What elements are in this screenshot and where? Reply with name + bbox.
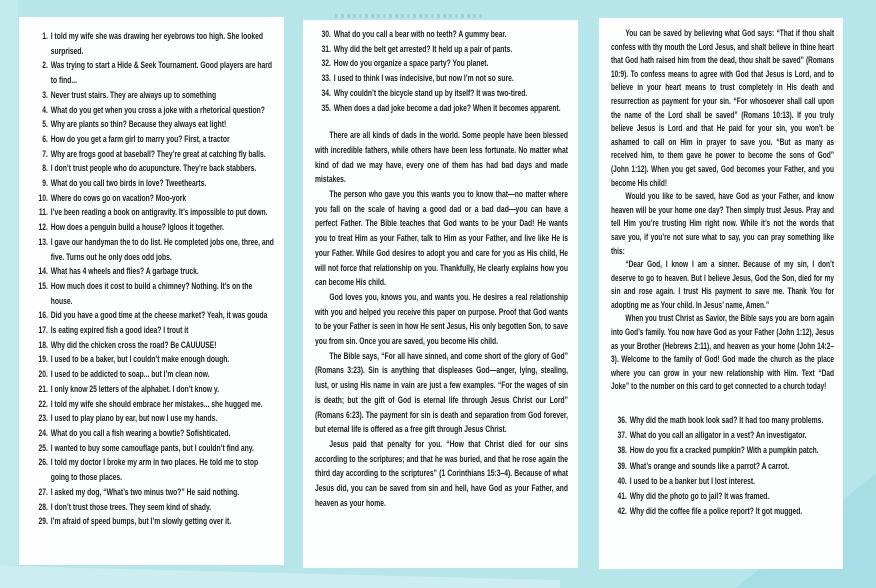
joke-item (315, 101, 568, 116)
joke-number: 25. (38, 441, 48, 453)
joke-number: 6. (42, 132, 48, 144)
joke-item (32, 264, 275, 279)
column-spacer (611, 394, 834, 412)
joke-number: 39. (617, 459, 627, 471)
joke-number: 3. (42, 88, 48, 100)
joke-number: 23. (38, 412, 48, 424)
joke-number: 22. (38, 397, 48, 409)
joke-number: 14. (38, 265, 48, 277)
joke-text: I told my wife she was drawing her eyebrows too high. She looked surprised. (50, 30, 264, 56)
joke-item (611, 458, 834, 473)
joke-item (32, 147, 275, 162)
right-column-content (611, 27, 834, 518)
joke-item (32, 382, 275, 397)
joke-text: I only know 25 letters of the alphabet. I don’t know y. (50, 382, 219, 394)
joke-item (32, 352, 275, 367)
gospel-text-middle (315, 128, 568, 510)
joke-item (32, 323, 275, 338)
joke-number: 8. (42, 162, 48, 174)
column-spacer (315, 115, 568, 128)
middle-column-content (315, 27, 568, 511)
joke-number: 17. (38, 324, 48, 336)
joke-text: Why are plants so thin? Because they always eat light! (50, 118, 227, 130)
joke-number: 29. (38, 515, 48, 527)
joke-number: 5. (42, 118, 48, 130)
joke-number: 30. (321, 28, 331, 39)
joke-text: I’m afraid of speed bumps, but I’m slowly getting over it. (50, 515, 232, 527)
joke-number: 26. (38, 456, 48, 468)
joke-item (32, 485, 275, 500)
joke-number: 10. (38, 191, 48, 203)
joke-item (32, 161, 275, 176)
joke-number: 31. (321, 42, 331, 54)
joke-text: Was trying to start a Hide & Seek Tournament. Good players are hard to find... (50, 59, 273, 86)
joke-item (315, 56, 568, 71)
joke-item (611, 488, 834, 503)
joke-item (32, 191, 275, 206)
joke-number: 12. (38, 221, 48, 233)
joke-number: 15. (38, 279, 48, 291)
joke-number: 32. (321, 57, 331, 69)
joke-number: 27. (38, 485, 48, 497)
joke-number: 19. (38, 353, 48, 365)
joke-number: 41. (617, 490, 627, 502)
joke-list-left (32, 29, 275, 529)
body-paragraph: There are all kinds of dads in the world. Some people have been blessed with incredible fathers, while others have been less fortunate. No matter what kind of dad we may have, every one of them has had bad days and made mistakes. (315, 129, 569, 185)
left-column-content (32, 29, 275, 529)
joke-item (32, 220, 275, 235)
joke-text: I used to be addicted to soap... but I’m clean now. (50, 368, 210, 380)
joke-text: What do you call an alligator in a vest? An investigator. (629, 429, 807, 441)
joke-text: I used to think I was indecisive, but now I’m not so sure. (333, 72, 514, 84)
joke-text: What do you call a fish wearing a bowtie? Sofishticated. (50, 426, 231, 438)
joke-text: I gave our handyman the to do list. He completed jobs one, three, and five. Turns out he only does odd jobs. (50, 235, 274, 262)
joke-item (32, 338, 275, 353)
joke-text: Why did the belt get arrested? It held up a pair of pants. (333, 42, 513, 54)
joke-item (315, 86, 568, 101)
joke-number: 24. (38, 426, 48, 438)
joke-number: 37. (617, 429, 627, 441)
joke-item (32, 176, 275, 191)
joke-item (32, 279, 275, 308)
joke-text: I used to be a baker, but I couldn’t make enough dough. (50, 353, 230, 365)
body-paragraph: When you trust Christ as Savior, the Bible says you are born again into God’s family. You now have God as your Father (John 1:12), Jesus as your Brother (Hebrews 2:11), and heaven as your home (John 14:2–3). Welcome to the family of God! God made the church as the place where you can grow in your new relationship with Him. Text “Dad Joke” to the number on this card to get connected to a church today! (611, 313, 835, 392)
joke-item (32, 441, 275, 456)
joke-item (611, 473, 834, 488)
joke-text: How does a penguin build a house? Igloos it together. (50, 221, 224, 233)
joke-text: What has 4 wheels and flies? A garbage truck. (50, 265, 199, 277)
middle-column-panel (303, 20, 578, 568)
joke-text: How do you fix a cracked pumpkin? With a pumpkin patch. (629, 444, 819, 456)
joke-number: 2. (42, 59, 48, 71)
joke-text: I asked my dog, “What’s two minus two?” He said nothing. (50, 485, 240, 497)
joke-number: 18. (38, 338, 48, 350)
joke-number: 21. (38, 382, 48, 394)
joke-text: Did you have a good time at the cheese market? Yeah, it was gouda (50, 309, 268, 321)
joke-text: Where do cows go on vacation? Moo-york (50, 191, 187, 203)
joke-number: 36. (617, 414, 627, 426)
joke-text: I used to play piano by ear, but now I use my hands. (50, 412, 218, 424)
body-paragraph: “Dear God, I know I am a sinner. Because of my sin, I don’t deserve to go to heaven. But I believe Jesus, God the Son, died for my sin and rose again. I trust His payment to save me. Thank You for adopting me as Your child. In Jesus’ name, Amen.” (611, 259, 835, 310)
joke-item (611, 442, 834, 457)
joke-item (32, 205, 275, 220)
joke-item (611, 412, 834, 427)
joke-number: 13. (38, 235, 48, 247)
joke-number: 35. (321, 101, 331, 113)
joke-item (32, 455, 275, 484)
joke-item (32, 500, 275, 515)
joke-text: How much does it cost to build a chimney? Nothing. It’s on the house. (50, 279, 253, 306)
joke-text: I told my doctor I broke my arm in two places. He told me to stop going to those places. (50, 456, 259, 483)
joke-number: 4. (42, 103, 48, 115)
joke-text: How do you get a farm girl to marry you? First, a tractor (50, 132, 230, 144)
joke-item (315, 42, 568, 57)
joke-item (32, 411, 275, 426)
joke-item (32, 117, 275, 132)
joke-number: 11. (38, 206, 48, 218)
joke-item (611, 427, 834, 442)
body-paragraph: Jesus paid that penalty for you. “How that Christ died for our sins according to the scriptures; and that he was buried, and that he rose again the third day according to the scriptures” (1 Corinthians 15:3–4). Because of what Jesus did, you can be saved from sin and hell, have God as your Father, and heaven as your home. (315, 437, 569, 508)
joke-text: Why did the photo go to jail? It was framed. (629, 490, 770, 502)
body-paragraph: God loves you, knows you, and wants you. He desires a real relationship with you and helped you receive this paper on purpose. Proof that God wants to be your Father is seen in how He sent Jesus, His only begotten Son, to save you from sin. Once you are saved, you become His child. (315, 290, 569, 347)
gospel-text-right (611, 27, 834, 394)
joke-number: 42. (617, 505, 627, 517)
joke-number: 38. (617, 444, 627, 456)
joke-text: Why did the math book look sad? It had too many problems. (629, 414, 824, 426)
joke-item (315, 27, 568, 42)
joke-text: I used to be a banker but I lost interest. (629, 474, 755, 486)
joke-number: 40. (617, 474, 627, 486)
joke-number: 7. (42, 147, 48, 159)
joke-item (32, 308, 275, 323)
joke-text: Never trust stairs. They are always up to something (50, 88, 217, 100)
joke-text: What do you call a bear with no teeth? A gummy bear. (333, 28, 507, 39)
body-paragraph: The Bible says, “For all have sinned, and come short of the glory of God” (Romans 3:23). Sin is anything that displeases God—anger, lying, stealing, lust, or using His name in vain are just a few examples. “For the wages of sin is death; but the gift of God is eternal life through Jesus Christ our Lord” (Romans 6:23). The payment for sin is death and separation from God forever, but eternal life is offered as a free gift through Jesus Christ. (315, 349, 569, 435)
joke-text: I told my wife she should embrace her mistakes... she hugged me. (50, 397, 263, 409)
joke-item (32, 58, 275, 87)
joke-item (32, 103, 275, 118)
joke-list-right (611, 412, 834, 518)
joke-text: I don’t trust people who do acupuncture. They’re back stabbers. (50, 162, 257, 174)
joke-number: 34. (321, 86, 331, 98)
joke-text: Why couldn’t the bicycle stand up by itself? It was two-tired. (333, 86, 528, 98)
joke-number: 9. (42, 177, 48, 189)
joke-item (32, 132, 275, 147)
joke-number: 33. (321, 72, 331, 84)
joke-item (32, 88, 275, 103)
joke-item (32, 29, 275, 58)
joke-text: I’ve been reading a book on antigravity. It’s impossible to put down. (50, 206, 268, 218)
joke-list-middle (315, 27, 568, 115)
cropped-text-artifact (335, 14, 485, 18)
joke-text: Why are frogs good at baseball? They’re great at catching fly balls. (50, 147, 266, 159)
joke-item (32, 367, 275, 382)
joke-item (32, 426, 275, 441)
joke-item (315, 71, 568, 86)
right-column-panel (599, 18, 843, 569)
joke-text: Why did the coffee file a police report? It got mugged. (629, 505, 803, 517)
joke-text: What do you call two birds in love? Tweethearts. (50, 177, 207, 189)
joke-number: 28. (38, 500, 48, 512)
body-paragraph: The person who gave you this wants you to know that—no matter where you fall on the scale of having a good dad or a bad dad—you can have a perfect Father. The Bible teaches that God wants to be your Dad! He wants you to treat Him as your Father, talk to Him as your Father, and live like He is your Father. While God desires to adopt you and care for you as His child, He will not force that relationship on you. Thankfully, He clearly explains how you can become His child. (315, 188, 569, 288)
joke-text: Is eating expired fish a good idea? I trout it (50, 324, 189, 336)
joke-text: When does a dad joke become a dad joke? When it becomes apparent. (333, 101, 561, 113)
joke-text: What’s orange and sounds like a parrot? A carrot. (629, 459, 790, 471)
left-column-panel (19, 17, 284, 565)
joke-item (32, 235, 275, 264)
joke-number: 1. (42, 30, 48, 41)
joke-text: How do you organize a space party? You planet. (333, 57, 489, 69)
joke-text: Why did the chicken cross the road? Be CAUUUSE! (50, 338, 217, 350)
body-paragraph: Would you like to be saved, have God as your Father, and know heaven will be your home one day? Then simply trust Jesus. Pray and tell Him you’re trusting Him right now. While it’s not the words that save you, if you’re not sure what to say, you can pray something like this: (611, 191, 835, 256)
joke-item (32, 514, 275, 529)
joke-item (32, 397, 275, 412)
joke-text: What do you get when you cross a joke with a rhetorical question? (50, 103, 265, 115)
body-paragraph: You can be saved by believing what God says: “That if thou shalt confess with thy mouth the Lord Jesus, and shalt believe in thine heart that God hath raised him from the dead, thou shalt be saved” (Romans 10:9). To confess means to agree with God that Jesus is Lord, and to believe in your heart means to trust completely in His death and resurrection as payment for your sin. “For whosoever shall call upon the name of the Lord shall be saved” (Romans 10:13). If you truly believe Jesus is Lord and that He paid for your sin, you won’t be ashamed to call on Him in prayer to save you. “But as many as received him, to them gave he power to become the sons of God” (John 1:12). When you get saved, God becomes your Father, and you become His child! (611, 28, 835, 188)
joke-number: 16. (38, 309, 48, 321)
joke-text: I wanted to buy some camouflage pants, but I couldn’t find any. (50, 441, 254, 453)
background-highlight-left (0, 0, 18, 588)
joke-item (611, 503, 834, 518)
joke-number: 20. (38, 368, 48, 380)
joke-text: I don’t trust those trees. They seem kind of shady. (50, 500, 212, 512)
